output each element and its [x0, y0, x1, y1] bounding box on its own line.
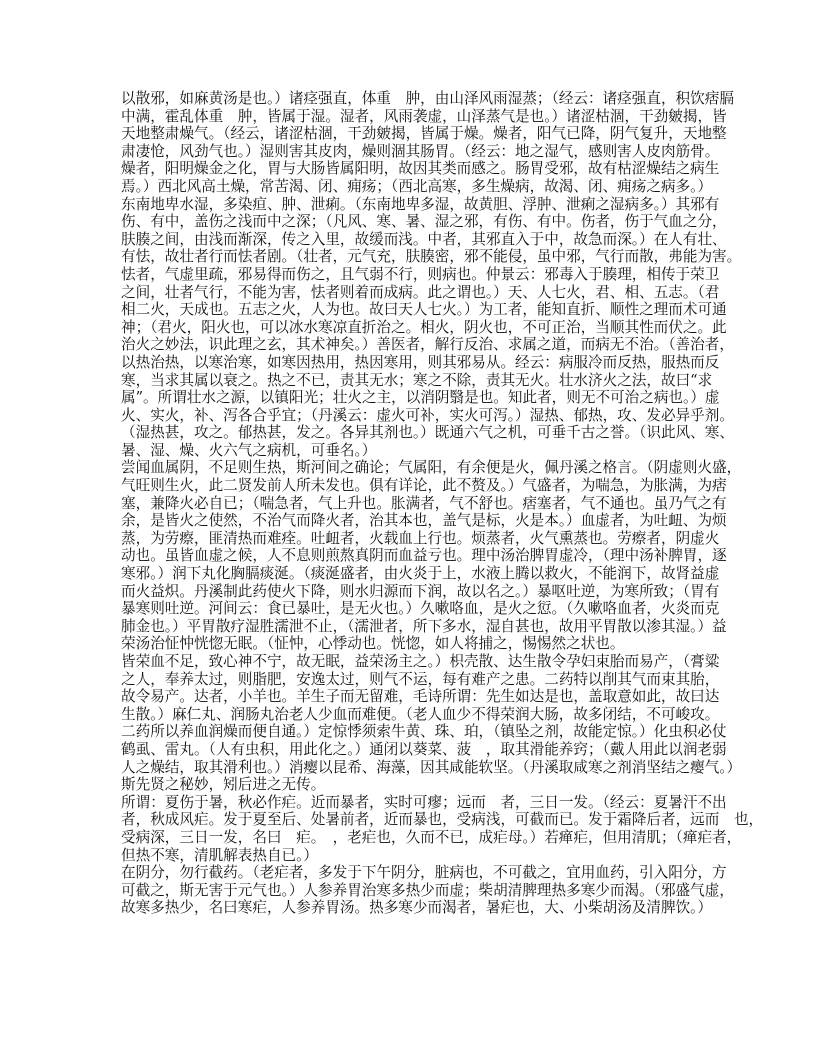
text-line: 暴寒则吐逆。河间云：食已暴吐，是无火也。）久嗽咯血，是火之愆。（久嗽咯血者，火炎而克: [121, 600, 720, 618]
text-line: 相二火，天成也。五志之火，人为也。故曰天人七火。）为工者，能知直折、顺性之理而术可通: [121, 301, 727, 319]
text-line: 之间，壮者气行，不能为害，怯者则着而成病。此之谓也。）天、人七火，君、相、五志。（君: [121, 283, 720, 301]
text-line: 神；（君火，阳火也，可以冰水寒凉直折治之。相火，阴火也，不可正治，当顺其性而伏之。此: [121, 318, 727, 336]
text-line: 斯先贤之秘妙，矧后进之无传。: [121, 776, 326, 794]
text-line: 尝闻血属阴，不足则生热，斯河间之确论；气属阳，有余便是火，佩丹溪之格言。（阴虚则火盛，: [121, 459, 742, 477]
text-line: 故令易产。达者，小羊也。羊生子而无留难，毛诗所谓：先生如达是也，盖取意如此，故曰达: [121, 688, 720, 706]
text-line: 但热不寒，清肌解表热自已。）: [121, 846, 319, 864]
text-line: 火、实火，补、泻各合乎宜；（丹溪云：虚火可补，实火可泻。）湿热、郁热，攻、发必异乎剂。: [121, 406, 734, 424]
text-line: 东南地卑水湿，多染疸、肿、泄痢。（东南地卑多湿，故黄胆、浮肿、泄痢之湿病多。）其邪有: [121, 195, 720, 213]
text-line: 生散。）麻仁丸、润肠丸治老人少血而难便。（老人血少不得荣润大肠，故多闭结，不可峻攻。: [121, 705, 720, 723]
text-line: 者，秋成风疟。发于夏至后、处暑前者，近而暴也，受病浅，可截而已。发于霜降后者，远而 也，: [121, 811, 764, 829]
text-line: 以热治热，以寒治寒，如寒因热用，热因寒用，则其邪易从。经云：病服冷而反热，服热而反: [121, 353, 720, 371]
text-line: 寒邪。）润下丸化胸膈痰涎。（痰涎盛者，由火炎于上，水液上腾以救火，不能润下，故肾益虚: [121, 565, 720, 583]
text-line: 有怯，故壮者行而怯者剧。（壮者，元气充，肤腠密，邪不能侵，虽中邪，气行而散，弗能为害。: [121, 248, 742, 266]
text-line: 故寒多热少，名曰寒疟，人参养胃汤。热多寒少而渴者，暑疟也，大、小柴胡汤及清脾饮。）: [121, 899, 713, 917]
text-line: 荣汤治怔忡恍惚无眠。（怔忡，心悸动也。恍惚，如人将捕之，惕惕然之状也。: [121, 635, 625, 653]
text-line: 暑、湿、燥、火六气之病机，可垂名。）: [121, 441, 377, 459]
text-line: 怯者，气虚里疏，邪易得而伤之，且气弱不行，则病也。仲景云：邪毒入于腠理，相传于荣卫: [121, 265, 720, 283]
text-line: 治火之妙法，识此理之玄，其术神矣。）善医者，解行反治、求属之道，而病无不治。（善治者，: [121, 336, 734, 354]
document-page: [121, 90, 764, 917]
text-line: 气旺则生火，此二贤发前人所未发也。俱有详论，此不赘及。）气盛者，为喘急，为胀满，为痞: [121, 477, 727, 495]
text-line: 所谓：夏伤于暑，秋必作疟。近而暴者，实时可瘳；远而 者，三日一发。（经云：夏暑汗不出: [121, 793, 727, 811]
text-line: 属”。所谓壮水之源，以镇阳光；壮火之主，以消阴翳是也。知此者，则无不可治之病也。）虚: [121, 389, 720, 407]
text-line: 塞，兼降火必自已；（喘急者，气上升也。胀满者，气不舒也。痞塞者，气不通也。虽乃气之有: [121, 494, 727, 512]
text-line: 中满，霍乱体重 肿，皆属于湿。湿者，风雨袭虚，山泽蒸气是也。）诸涩枯涸，干劲皴揭，皆: [121, 107, 727, 125]
text-line: 可截之，斯无害于元气也。）人参养胃治寒多热少而虚；柴胡清脾理热多寒少而渴。（邪盛气虚，: [121, 881, 734, 899]
text-line: 在阴分，勿行截药。（老疟者，多发于下午阴分，脏病也，不可截之，宜用血药，引入阳分，方: [121, 864, 727, 882]
text-line: 皆荣血不足，致心神不宁，故无眠，益荣汤主之。）枳壳散、达生散令孕妇束胎而易产，（膏粱: [121, 653, 720, 670]
text-line: 肃凄怆，风劲气也。）湿则害其皮肉，燥则涸其肠胃。（经云：地之湿气，感则害人皮肉筋骨。: [121, 142, 720, 160]
text-line: 二药所以养血润燥而便自通。）定惊悸须索牛黄、珠、珀，（镇坠之剂，故能定惊。）化虫积必仗: [121, 723, 727, 741]
text-line: 伤、有中，盖伤之浅而中之深；（凡风、寒、暑、湿之邪，有伤、有中。伤者，伤于气血之分，: [121, 213, 727, 231]
text-line: 天地整肃燥气。（经云，诸涩枯涸，干劲皴揭，皆属于燥。燥者，阳气已降，阴气复升，天地整: [121, 125, 727, 143]
text-line: 之人，奉养太过，则脂肥，安逸太过，则气不运，每有难产之患。二药特以削其气而束其胎，: [121, 670, 720, 688]
text-line: 焉。）西北风高土燥，常苦渴、闭、痈疡；（西北高寒，多生燥病，故渴、闭、痈疡之病多。）: [121, 177, 713, 195]
text-line: 肺金也。）平胃散疗湿胜濡泄不止，（濡泄者，所下多水，湿自甚也，故用平胃散以渗其湿。）益: [121, 617, 727, 635]
text-line: 余，是皆火之使然，不治气而降火者，治其本也，盖气是标，火是本。）血虚者，为吐衄、为烦: [121, 512, 727, 530]
text-line: （湿热甚，攻之。郁热甚，发之。各异其剂也。）既通六气之机，可垂千古之誉。（识此风、寒、: [121, 424, 734, 442]
text-line: 寒，当求其属以衰之。热之不已，责其无水；寒之不除，责其无火。壮水济火之法，故曰“求: [121, 371, 713, 389]
text-line: 动也。虽皆血虚之候，人不息则煎熬真阴而血益亏也。理中汤治脾胃虚冷，（理中汤补脾胃，逐: [121, 547, 727, 565]
text-line: 燥者，阳明燥金之化，胃与大肠皆属阳明，故因其类而感之。肠胃受邪，故有枯涩燥结之病生: [121, 160, 720, 178]
text-line: 人之燥结，取其滑利也。）消瘿以昆希、海藻，因其咸能软坚。（丹溪取咸寒之剂消坚结之瘿气。）: [121, 758, 742, 776]
text-line: 而火益炽。丹溪制此药使火下降，则水归源而下润，故以名之。）暴呕吐逆，为寒所致；（胃有: [121, 582, 720, 600]
text-line: 蒸，为劳瘵，匪清热而难痊。吐衄者，火载血上行也。烦蒸者，火气熏蒸也。劳瘵者，阴虚火: [121, 529, 720, 547]
text-line: 肤腠之间，由浅而渐深，传之入里，故缓而浅。中者，其邪直入于中，故急而深。）在人有壮、: [121, 230, 727, 248]
text-line: 鹤虱、雷丸。（人有虫积，用此化之。）通闭以葵菜、菠 ，取其滑能养窍；（戴人用此以润老弱: [121, 740, 727, 758]
text-line: 以散邪，如麻黄汤是也。）诸痉强直，体重 肿，由山泽风雨湿蒸；（经云：诸痉强直，积饮痞膈: [121, 90, 734, 107]
text-line: 受病深，三日一发，名曰 疟。 ，老疟也，久而不已，成疟母。）若瘅疟，但用清肌；（瘅疟者，: [121, 828, 742, 846]
